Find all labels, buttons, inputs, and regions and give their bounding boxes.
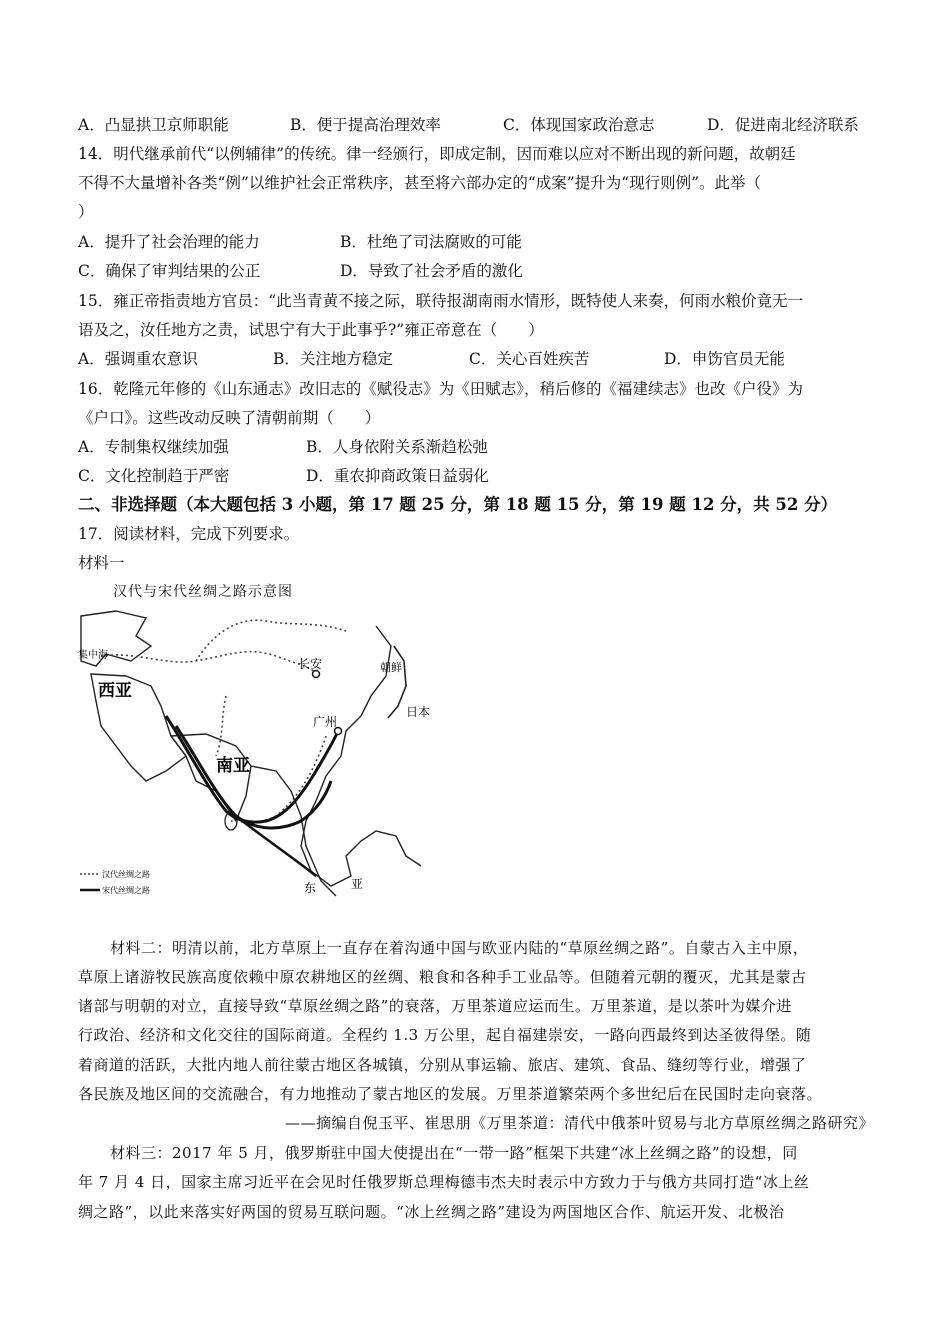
- silk-road-map: [76, 606, 431, 916]
- q16-option-a: A．专制集权继续加强: [78, 438, 229, 456]
- q16-option-d: D．重农抑商政策日益弱化: [306, 467, 489, 485]
- label-korea: 朝鲜: [380, 661, 402, 674]
- material2-line3: 诸部与明朝的对立，直接导致“草原丝绸之路”的衰落，万里茶道应运而生。万里茶道，是以茶叶为媒介进: [78, 997, 792, 1015]
- q16-option-c: C．文化控制趋于严密: [78, 467, 230, 485]
- q13-option-b: B．便于提高治理效率: [290, 116, 441, 134]
- label-guangzhou: 广州: [313, 715, 338, 729]
- material2-line6: 各民族及地区间的交流融合，有力地推动了蒙古地区的发展。万里茶道繁荣两个多世纪后在民国时走向衰落。: [78, 1085, 823, 1103]
- q13-option-c: C．体现国家政治意志: [503, 116, 655, 134]
- label-se-asia-1: 东: [304, 881, 317, 895]
- q15-option-b: B．关注地方稳定: [273, 350, 393, 368]
- material3-line3: 绸之路”，以此来落实好两国的贸易互联问题。“冰上丝绸之路”建设为两国地区合作、航运开发、北极治: [78, 1203, 785, 1221]
- q14-option-d: D．导致了社会矛盾的激化: [340, 262, 523, 280]
- label-west-asia: 西亚: [98, 681, 132, 701]
- q15-option-a: A．强调重农意识: [78, 350, 198, 368]
- q14-option-a: A．提升了社会治理的能力: [78, 233, 260, 251]
- label-se-asia-2: 亚: [351, 877, 364, 891]
- material3-line1: 材料三：2017 年 5 月，俄罗斯驻中国大使提出在“一带一路”框架下共建“冰上丝绸之路”的设想，同: [110, 1144, 798, 1162]
- silk-road-map-svg: [76, 606, 431, 916]
- q14-option-c: C．确保了审判结果的公正: [78, 262, 261, 280]
- q17-intro: 17．阅读材料，完成下列要求。: [78, 525, 300, 543]
- section2-heading: 二、非选择题（本大题包括 3 小题，第 17 题 25 分，第 18 题 15 分，第 19 题 12 分，共 52 分）: [78, 495, 838, 514]
- q14-stem-line1: 14．明代继承前代“以例辅律”的传统。律一经颁行，即成定制，因而难以应对不断出现的新问题，故朝廷: [78, 145, 796, 163]
- changan-marker: [313, 671, 320, 678]
- label-jizhong: 集中海: [78, 650, 108, 661]
- label-changan: 长安: [298, 657, 323, 671]
- q14-stem-line2: 不得不大量增补各类“例”以维护社会正常秩序，甚至将六部办定的“成案”提升为“现行则例”。此举（: [78, 174, 762, 192]
- legend-han-label: 汉代丝绸之路: [102, 870, 150, 879]
- q15-option-c: C．关心百姓疾苦: [469, 350, 590, 368]
- q13-option-d: D．促进南北经济联系: [707, 116, 859, 134]
- material1-label: 材料一: [78, 554, 125, 572]
- map-title: 汉代与宋代丝绸之路示意图: [113, 584, 293, 600]
- material2-line4: 行政治、经济和文化交往的国际商道。全程约 1.3 万公里，起自福建崇安，一路向西最终到达圣彼得堡。随: [78, 1026, 812, 1044]
- q15-stem-line2: 语及之，汝任地方之责，试思宁有大于此事乎?”雍正帝意在（ ）: [78, 321, 544, 339]
- q14-option-b: B．杜绝了司法腐败的可能: [340, 233, 522, 251]
- material3-line2: 年 7 月 4 日，国家主席习近平在会见时任俄罗斯总理梅德韦杰夫时表示中方致力于与俄方共同打造“冰上丝: [78, 1173, 810, 1191]
- material2-line5: 着商道的活跃，大批内地人前往蒙古地区各城镇，分别从事运输、旅店、建筑、食品、缝纫等行业，增强了: [78, 1056, 807, 1074]
- label-japan: 日本: [406, 705, 431, 719]
- q15-stem-line1: 15．雍正帝指责地方官员：“此当青黄不接之际，联待报湖南雨水情形，既特使人来奏，何雨水粮价竟无一: [78, 292, 804, 310]
- label-south-asia: 南亚: [216, 756, 250, 776]
- q16-option-b: B．人身依附关系渐趋松弛: [306, 438, 488, 456]
- q14-stem-line3: ）: [78, 203, 94, 221]
- material2-line1: 材料二：明清以前，北方草原上一直存在着沟通中国与欧亚内陆的“草原丝绸之路”。自蒙古入主中原，: [110, 939, 809, 957]
- legend-song-label: 宋代丝绸之路: [102, 886, 150, 895]
- material2-source: ——摘编自倪玉平、崔思朋《万里茶道：清代中俄茶叶贸易与北方草原丝绸之路研究》: [284, 1114, 874, 1132]
- q15-option-d: D．申饬官员无能: [664, 350, 785, 368]
- q16-stem-line1: 16．乾隆元年修的《山东通志》改旧志的《赋役志》为《田赋志》，稍后修的《福建续志》也改《户役》为: [78, 380, 803, 398]
- material2-line2: 草原上诸游牧民族高度依赖中原农耕地区的丝绸、粮食和各种手工业品等。但随着元朝的覆灭，尤其是蒙古: [78, 968, 807, 986]
- q16-stem-line2: 《户口》。这些改动反映了清朝前期（ ）: [78, 409, 381, 427]
- q13-option-a: A．凸显拱卫京师职能: [78, 116, 229, 134]
